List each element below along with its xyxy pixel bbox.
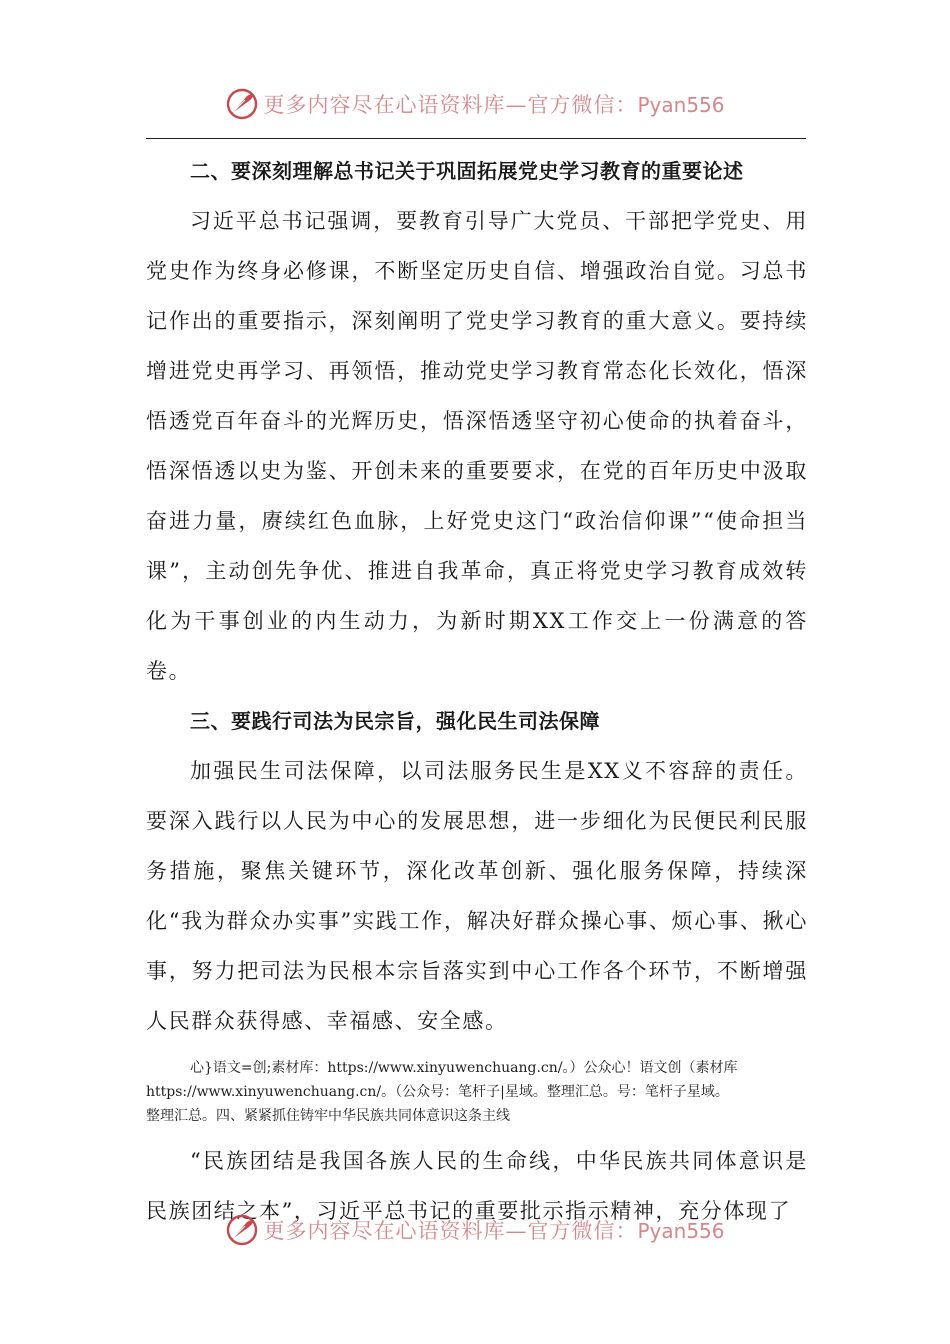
- note-line-2: https://www.xinyuwenchuang.cn/。（公众号：笔杆子|星域。整理汇总。号：笔杆子星域。: [146, 1084, 729, 1100]
- header-wechat-id: Pyan556: [637, 93, 725, 117]
- note-line-1: 心}语文=创;素材库：https://www.xinyuwenchuang.cn/。）公众心！语文创（素材库: [190, 1060, 738, 1076]
- section-2-heading: 二、要深刻理解总书记关于巩固拓展党史学习教育的重要论述: [190, 159, 744, 183]
- footer-banner-text: 更多内容尽在心语资料库—官方微信：Pyan556: [263, 1219, 725, 1243]
- inserted-note: [146, 1056, 808, 1128]
- header-banner: [0, 84, 950, 124]
- section-2-paragraph: 习近平总书记强调，要教育引导广大党员、干部把学党史、用党史作为终身必修课，不断坚定历史自信、增强政治自觉。习总书记作出的重要指示，深刻阐明了党史学习教育的重大意义。要持续增进党史再学习、再领悟，推动党史学习教育常态化长效化，悟深悟透党百年奋斗的光辉历史，悟深悟透坚守初心使命的执着奋斗，悟深悟透以史为鉴、开创未来的重要要求，在党的百年历史中汲取奋进力量，赓续红色血脉，上好党史这门“政治信仰课”“使命担当课”，主动创先争优、推进自我革命，真正将党史学习教育成效转化为干事创业的内生动力，为新时期XX工作交上一份满意的答卷。: [146, 209, 808, 683]
- footer-wechat-id: Pyan556: [637, 1219, 725, 1243]
- quill-logo-icon: [225, 1213, 259, 1247]
- header-divider: [146, 138, 806, 139]
- quill-logo-icon: [225, 87, 259, 121]
- section-4-paragraph: “民族团结是我国各族人民的生命线，中华民族共同体意识是民族团结之本”，习近平总书记的重要批示指示精神，充分体现了: [146, 1149, 808, 1223]
- section-3-paragraph: 加强民生司法保障，以司法服务民生是XX义不容辞的责任。要深入践行以人民为中心的发展思想，进一步细化为民便民利民服务措施，聚焦关键环节，深化改革创新、强化服务保障，持续深化“我为群众办实事”实践工作，解决好群众操心事、烦心事、揪心事，努力把司法为民根本宗旨落实到中心工作各个环节，不断增强人民群众获得感、幸福感、安全感。: [146, 759, 808, 1033]
- header-banner-text: 更多内容尽在心语资料库—官方微信：Pyan556: [263, 93, 725, 117]
- section-3-heading: 三、要践行司法为民宗旨，强化民生司法保障: [190, 709, 600, 733]
- footer-banner: [0, 1210, 950, 1250]
- note-line-3: 整理汇总。四、紧紧抓住铸牢中华民族共同体意识这条主线: [146, 1108, 510, 1124]
- document-body: [146, 146, 808, 1236]
